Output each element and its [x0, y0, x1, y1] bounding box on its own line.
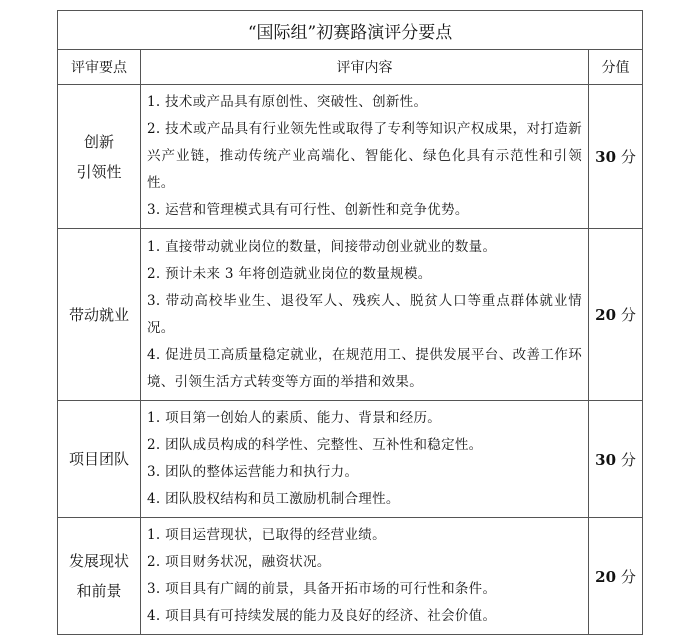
score-unit: 分 — [620, 148, 636, 166]
list-item: 2. 项目财务状况，融资状况。 — [147, 554, 331, 570]
table-row — [58, 401, 643, 518]
list-item: 1. 直接带动就业岗位的数量，间接带动创业就业的数量。 — [147, 238, 497, 255]
score-cell — [589, 229, 643, 401]
list-item: 2. 技术或产品具有行业领先性或取得了专利等知识产权成果，对打造新兴产业链，推动传统产业高端化、智能化、绿色化具有示范性和引领性。 — [147, 121, 582, 191]
scoring-table — [57, 10, 643, 635]
score-value: 30 — [595, 148, 617, 166]
table-row — [58, 518, 643, 635]
list-item: 2. 团队成员构成的科学性、完整性、互补性和稳定性。 — [147, 437, 483, 453]
score-cell — [589, 518, 643, 635]
criterion-cell — [58, 85, 141, 229]
criterion-label: 创新 — [83, 132, 114, 151]
score-cell — [589, 85, 643, 229]
title-row — [58, 11, 643, 50]
content-cell — [141, 85, 589, 229]
table-title: “国际组”初赛路演评分要点 — [58, 11, 643, 50]
criterion-cell — [58, 229, 141, 401]
score-unit: 分 — [620, 306, 636, 324]
list-item: 4. 促进员工高质量稳定就业，在规范用工、提供发展平台、改善工作环境、引领生活方式转变等方面的举措和效果。 — [147, 346, 582, 390]
criterion-cell — [58, 518, 141, 635]
criterion-label: 和前景 — [76, 582, 122, 600]
score-value: 20 — [595, 567, 617, 586]
content-cell — [141, 518, 589, 635]
list-item: 3. 带动高校毕业生、退役军人、残疾人、脱贫人口等重点群体就业情况。 — [147, 292, 582, 336]
score-unit: 分 — [620, 450, 636, 469]
list-item: 3. 团队的整体运营能力和执行力。 — [147, 464, 359, 480]
header-row — [58, 50, 643, 85]
table-row — [58, 85, 643, 229]
score-value: 30 — [595, 450, 617, 469]
score-cell — [589, 401, 643, 518]
header-key: 评审要点 — [58, 50, 141, 85]
table-row — [58, 229, 643, 401]
score-unit: 分 — [620, 567, 636, 586]
list-item: 2. 预计未来 3 年将创造就业岗位的数量规模。 — [147, 265, 432, 282]
content-cell — [141, 401, 589, 518]
list-item: 1. 技术或产品具有原创性、突破性、创新性。 — [147, 94, 428, 110]
list-item: 4. 团队股权结构和员工激励机制合理性。 — [147, 491, 400, 507]
list-item: 3. 项目具有广阔的前景，具备开拓市场的可行性和条件。 — [147, 581, 497, 597]
content-cell — [141, 229, 589, 401]
header-content: 评审内容 — [141, 50, 589, 85]
criterion-label: 项目团队 — [68, 450, 129, 468]
criterion-cell — [58, 401, 141, 518]
list-item: 3. 运营和管理模式具有可行性、创新性和竞争优势。 — [147, 202, 469, 218]
header-score: 分值 — [589, 50, 643, 85]
criterion-label: 发展现状 — [68, 552, 129, 570]
criterion-label: 带动就业 — [68, 305, 129, 324]
score-value: 20 — [595, 306, 617, 324]
list-item: 1. 项目第一创始人的素质、能力、背景和经历。 — [147, 410, 442, 426]
list-item: 4. 项目具有可持续发展的能力及良好的经济、社会价值。 — [147, 608, 497, 624]
list-item: 1. 项目运营现状，已取得的经营业绩。 — [147, 527, 386, 543]
criterion-label: 引领性 — [76, 162, 122, 181]
